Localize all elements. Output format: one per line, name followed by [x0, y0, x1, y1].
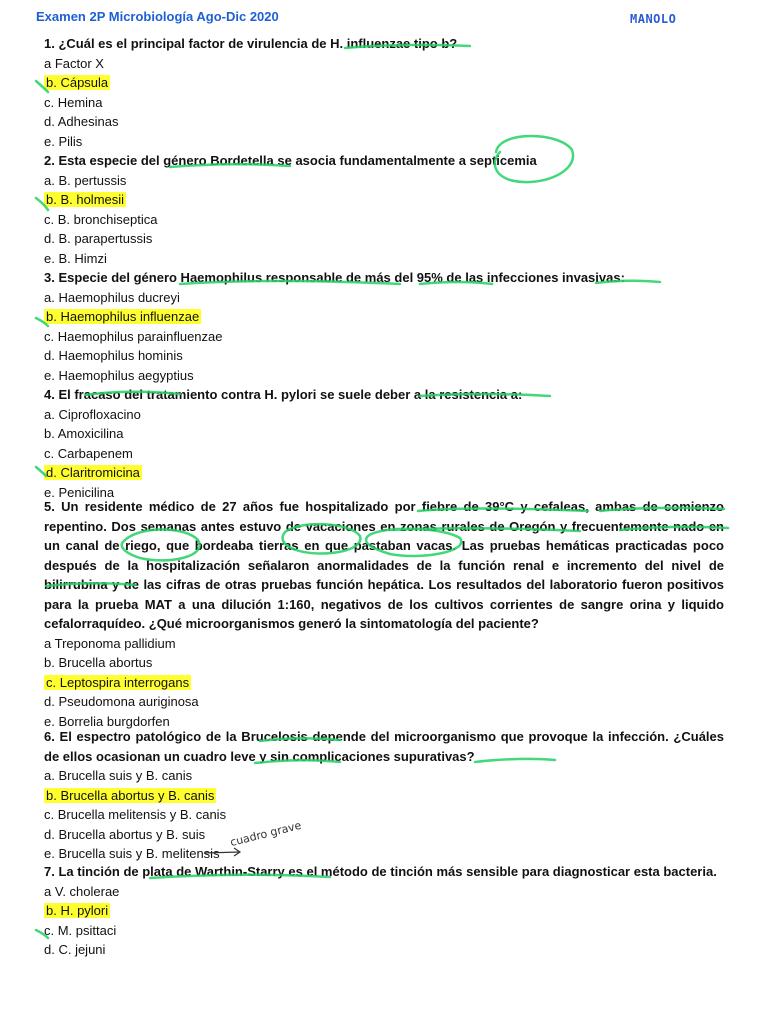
answer-option: e. Borrelia burgdorfen: [44, 713, 170, 729]
answer-option-selected: b. H. pylori: [46, 903, 109, 918]
handwritten-annotation: cuadro grave: [228, 818, 303, 849]
answer-option: e. Haemophilus aegyptius: [44, 367, 194, 383]
answer-option: a Factor X: [44, 55, 104, 71]
answer-option: d. B. parapertussis: [44, 231, 153, 246]
answer-option: e. Brucella suis y B. melitensis: [44, 846, 220, 861]
question-3: [44, 268, 724, 385]
question-1: [44, 34, 724, 151]
question-2: [44, 151, 724, 268]
answer-option: d. Adhesinas: [44, 114, 119, 129]
answer-option: a V. cholerae: [44, 883, 120, 899]
question-text: 2. Esta especie del género Bordetella se asocia fundamentalmente a septicemia: [44, 153, 537, 168]
answer-option: c. Hemina: [44, 94, 103, 110]
answer-option: b. Brucella abortus: [44, 655, 153, 670]
answer-option: d. Pseudomona auriginosa: [44, 694, 199, 709]
answer-option: e. B. Himzi: [44, 250, 107, 266]
answer-option: e. Pilis: [44, 133, 83, 149]
answer-option: e. Penicilina: [44, 484, 115, 500]
student-name: MANOLO: [630, 12, 677, 26]
question-text: 4. El fracaso del tratamiento contra H. pylori se suele deber a la resistencia a:: [44, 387, 523, 402]
answer-option: c. Carbapenem: [44, 445, 133, 461]
question-4: [44, 385, 724, 502]
question-6: [44, 727, 724, 864]
answer-option-selected: b. Brucella abortus y B. canis: [46, 787, 215, 803]
question-text: 5. Un residente médico de 27 años fue hospitalizado por fiebre de 39°C y cefaleas, ambas de comienzo repentino. Dos semanas antes estuvo de vacaciones en zonas rurales de Oregón y frecuentemente nado en un canal de riego, que bordeaba tierras en que pastaban vacas. Las pruebas hemáticas practicadas poco después de la hospitalización señalaron anormalidades de la función renal e incremento del nivel de bilirrubina y de las cifras de otras pruebas función hepática. Los resultados del laboratorio fueron positivos para la prueba MAT a una dilución 1:160, negativos de los cultivos corrientes de sangre orina y liquido cefalorraquídeo. ¿Qué microorganismos generó la sintomatología del paciente?: [44, 499, 724, 631]
answer-option: c. Haemophilus parainfluenzae: [44, 328, 223, 344]
question-text: 3. Especie del género Haemophilus responsable de más del 95% de las infecciones invasivas:: [44, 270, 625, 285]
question-text: 7. La tinción de plata de Warthin-Starry es el método de tinción más sensible para diagnosticar esta bacteria.: [44, 864, 717, 879]
answer-option: a. B. pertussis: [44, 172, 127, 188]
answer-option: a. Brucella suis y B. canis: [44, 768, 193, 783]
answer-option: a. Ciprofloxacino: [44, 406, 141, 422]
answer-option: c. B. bronchiseptica: [44, 211, 158, 227]
answer-option-selected: b. Cápsula: [46, 75, 109, 90]
answer-option-selected: d. Claritromicina: [46, 465, 140, 480]
question-text: 1. ¿Cuál es el principal factor de virulencia de H. influenzae tipo b?: [44, 36, 458, 51]
answer-option: b. Amoxicilina: [44, 426, 124, 441]
question-text: 6. El espectro patológico de la Brucelosis depende del microorganismo que provoque la infección. ¿Cuáles de ellos ocasionan un cuadro leve y sin complicaciones supurativas?: [44, 729, 724, 764]
answer-option: a. Haemophilus ducreyi: [44, 289, 180, 305]
answer-option: d. Haemophilus hominis: [44, 348, 183, 363]
answer-option-selected: b. Haemophilus influenzae: [46, 309, 200, 324]
answer-option-selected: b. B. holmesii: [46, 192, 125, 207]
answer-option: d. Brucella abortus y B. suis: [44, 826, 206, 842]
question-5: [44, 497, 724, 731]
answer-option: c. M. psittaci: [44, 922, 117, 938]
exam-title: Examen 2P Microbiología Ago-Dic 2020: [36, 9, 279, 24]
answer-option: a Treponoma pallidium: [44, 635, 176, 651]
answer-option-selected: c. Leptospira interrogans: [46, 674, 190, 690]
answer-option: d. C. jejuni: [44, 942, 106, 957]
question-7: [44, 862, 724, 960]
answer-option: c. Brucella melitensis y B. canis: [44, 807, 227, 822]
